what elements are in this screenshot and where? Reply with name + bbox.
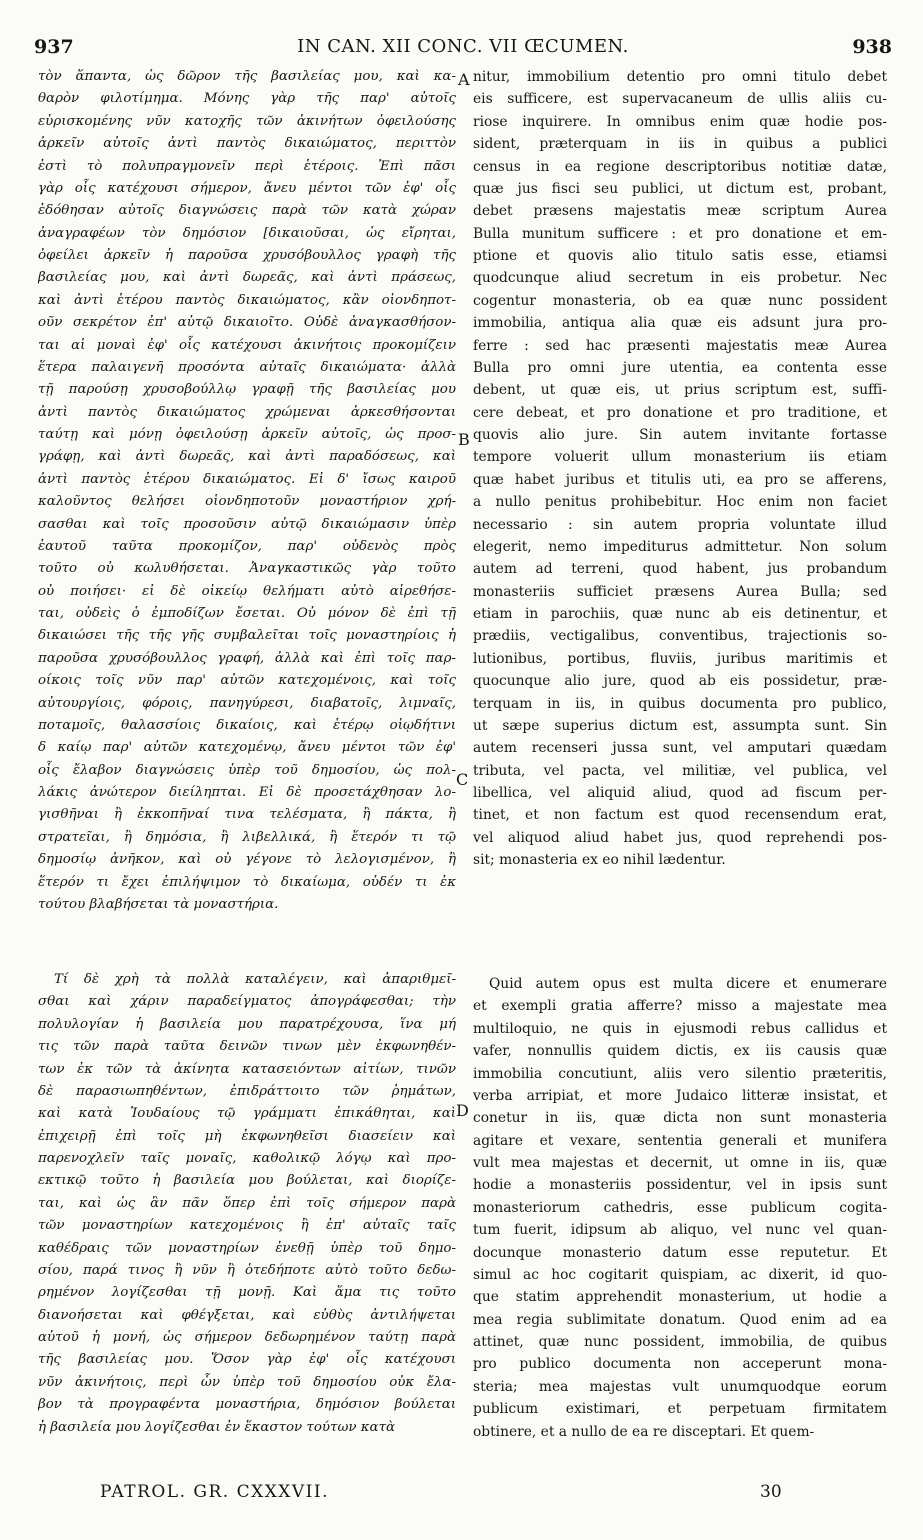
text-line: δ καίῳ παρ' αὐτῶν κατεχομένῳ, ἄνευ μέντοι τῶν ἐφ'	[38, 740, 456, 756]
text-line: immobilia concutiunt, aliis vero silentio præteritis,	[473, 1065, 887, 1082]
text-line: mea regia sublimitate donatum. Quod enim ad ea	[473, 1311, 887, 1328]
text-line: nitur, immobilium detentio pro omni titulo debet	[473, 69, 887, 85]
text-line: census in ea regione descriptoribus notitiæ datæ,	[473, 158, 887, 175]
text-line: sit; monasteria ex eo nihil lædentur.	[473, 852, 726, 869]
text-line: ται, οὐδεὶς ὁ ἐμποδίζων ἔσεται. Οὐ μόνον δὲ ἐπὶ τῇ	[38, 606, 456, 621]
text-line: σασθαι καὶ τοῖς προσοῦσιν αὐτῷ δικαιώμασιν ὑπὲρ	[38, 516, 456, 532]
text-line: debet præsens majestatis meæ scriptum Aurea	[473, 203, 887, 220]
text-line: vel aliquod aliud habet jus, quod reprehendi pos-	[473, 829, 887, 846]
text-line: ἐστὶ τὸ πολυπραγμονεῖν περὶ ἑτέροις. Ἐπὶ πᾶσι	[38, 158, 456, 174]
text-line: simul ac hoc cogitarit quispiam, ac dixerit, id quo-	[473, 1266, 887, 1283]
text-line: immobilia, antiqua alia quæ eis adsunt jura pro-	[473, 315, 887, 332]
text-line: conetur in iis, quæ dicta non sunt monasteria	[473, 1110, 887, 1127]
text-line: τοῦτο οὐ κωλυθήσεται. Ἀναγκαστικῶς γὰρ τοῦτο	[38, 561, 456, 577]
text-line: ἕτερόν τι ἔχει ἐπιλήψιμον τὸ δικαίωμα, οὐδέν τι ἐκ	[38, 874, 456, 890]
text-line: autem recenseri jussa sunt, vel amputari quædam	[473, 740, 887, 757]
text-line: ἀναγραφέων τὸν δημόσιον [δικαιοῦσαι, ὡς εἴρηται,	[38, 225, 456, 241]
text-line: debent, ut quæ eis, ut prius scriptum est, suffi-	[473, 382, 887, 399]
text-line: multiloquio, ne quis in ejusmodi rebus callidus et	[473, 1020, 887, 1037]
text-line: quodcunque aliud secretum in eis probetur. Nec	[473, 270, 887, 287]
text-line: δημοσίῳ ἀνῆκον, καὶ οὐ γέγονε τὸ λελογισμένον, ἢ	[38, 852, 456, 868]
text-line: παροῦσα χρυσόβουλλος γραφή, ἀλλὰ καὶ ἐπὶ τοῖς παρ-	[38, 650, 456, 666]
page-footer	[0, 1482, 923, 1506]
margin-letter-c: C	[456, 770, 469, 789]
text-line: σίου, παρά τινος ἢ νῦν ἢ ὁτεδήποτε αὐτὸ τοῦτο δεδω-	[38, 1262, 456, 1278]
text-line: quocunque alio jure, quod ab eis possidetur, præ-	[473, 673, 887, 690]
text-line: ἕτερα παλαιγενῆ προσόντα αὐταῖς δικαιώματα· ἀλλὰ	[38, 359, 456, 375]
text-line: ἐπιχειρῇ ἐπὶ τοῖς μὴ ἐκφωνηθεῖσι διασείειν καὶ	[38, 1128, 456, 1144]
text-line: a nullo penitus prohibebitur. Hoc enim non faciet	[473, 494, 887, 511]
text-line: οίκοις τοῖς νῦν παρ' αὐτῶν κατεχομένοις, καὶ τοῖς	[38, 673, 456, 689]
text-line: ἀντὶ παντὸς δικαιώματος χρώμεναι ἀρκεσθήσονται	[38, 404, 456, 420]
text-line: hodie a monasteriis possidentur, vel in ipsis sunt	[473, 1177, 887, 1194]
text-line: ἀρκεῖν αὐτοῖς ἀντὶ παντὸς δικαιώματος, περιττὸν	[38, 136, 456, 152]
text-line: οῦν σεκρέτον ἐπ' αὐτῷ δικαιοῖτο. Οὐδὲ ἀναγκασθήσον-	[38, 315, 456, 331]
text-line: tinet, et non factum est quod recensendum erat,	[473, 807, 887, 824]
text-line: αὐτοῦ ἡ μονή, ὡς σήμερον δεδωρημένον ταύτῃ παρὰ	[38, 1330, 456, 1345]
text-line: quæ habet juribus et titulis uti, ea pro se afferens,	[473, 471, 887, 488]
margin-letter-d: D	[456, 1101, 469, 1120]
text-line: elegerit, nemo impediturus admittetur. Non solum	[473, 538, 887, 555]
text-line: necessario : sin autem propria voluntate illud	[473, 516, 887, 533]
text-line: verba arripiat, et more Judaico litteræ insistat, et	[473, 1087, 887, 1104]
text-line: γὰρ οἷς κατέχουσι σήμερον, ἄνευ μέντοι τῶν ἐφ' οἷς	[38, 180, 456, 196]
text-line: ται, καὶ ὡς ἂν πᾶν ὅπερ ἐπὶ τοῖς σήμερον παρὰ	[38, 1195, 456, 1211]
text-line: monasteriorum cathedris, esse publicum cogita-	[473, 1199, 887, 1216]
sheet-signature: 30	[760, 1482, 782, 1502]
text-line: διανοήσεται καὶ φθέγξεται, καὶ εὐθὺς ἀντιλήψεται	[38, 1307, 456, 1323]
text-line: riose inquirere. In omnibus enim quæ hodie pos-	[473, 113, 887, 130]
text-line: βασιλείας μου, καὶ ἀντὶ δωρεᾶς, καὶ ἀντὶ πράσεως,	[38, 270, 456, 286]
text-line: λάκις ἀνώτερον διείληπται. Εἰ δὲ προσετάχθησαν λο-	[38, 785, 456, 800]
text-line: libellica, vel aliquid aliud, quod ad fiscum per-	[473, 785, 887, 801]
text-line: docunque monasterio datum esse reputetur. Et	[473, 1244, 887, 1261]
text-line: δὲ παρασιωπηθέντων, ἐπιδράττοιτο τῶν ῥημάτων,	[38, 1083, 456, 1099]
text-line: etiam in parochiis, quæ nunc ab eis detinentur, et	[473, 606, 887, 622]
text-line: monasteriis sufficiet præsens Aurea Bulla; sed	[473, 583, 887, 600]
text-line: βον τὰ προγραφέντα μοναστήρια, δημόσιον βούλεται	[38, 1397, 456, 1413]
text-line: ptione et quovis alio titulo satis esse, etiamsi	[473, 248, 887, 264]
text-line: eis sufficere, est supervacaneum de ullis aliis cu-	[473, 91, 887, 108]
text-line: sident, præterquam in iis in quibus a publici	[473, 136, 887, 153]
text-line: tributa, vel pacta, vel militiæ, vel publica, vel	[473, 762, 887, 779]
page-number-left: 937	[34, 36, 74, 58]
latin-column-bottom	[473, 973, 887, 1443]
margin-letter-a: A	[458, 70, 470, 89]
text-line: agitare et vexare, sententia generali et munifera	[473, 1132, 887, 1149]
text-line: δικαιώσει τῆς τῆς γῆς συμβαλεῖται τοῖς μοναστηρίοις ἡ	[38, 628, 456, 644]
text-line: καὶ ἀντὶ ἑτέρου παντὸς δικαιώματος, κἂν οἱονδηποτ-	[38, 292, 456, 308]
running-title: IN CAN. XII CONC. VII ŒCUMEN.	[297, 36, 629, 57]
text-line: terquam in iis, in quibus documenta pro publico,	[473, 695, 887, 712]
text-line: εὑρισκομένης νῦν κατοχῆς τῶν ἀκινήτων ὀφειλούσης	[38, 113, 456, 129]
text-line: τὸν ἅπαντα, ὡς δῶρον τῆς βασιλείας μου, καὶ κα-	[38, 69, 456, 84]
text-line: ταύτῃ καὶ μόνῃ ὀφειλούσῃ ἀρκεῖν αὐτοῖς, ὡς προσ-	[38, 427, 456, 442]
text-line: αὐτουργίοις, φόροις, πανηγύρεσι, διαβατοῖς, λιμναῖς,	[38, 695, 456, 711]
text-line: τῇ παρούσῃ χρυσοβούλλῳ γραφῇ τῆς βασιλείας μου	[38, 382, 456, 398]
text-line: καθέδραις τῶν μοναστηρίων ἐνεθῇ ὑπὲρ τοῦ δημο-	[38, 1240, 456, 1256]
text-line: ἐδόθησαν αὐτοῖς διαγνώσεις παρὰ τῶν κατὰ χώραν	[38, 203, 456, 219]
latin-column-top	[473, 66, 887, 872]
text-line: στρατεῖαι, ἢ δημόσια, ἢ λιβελλικά, ἢ ἕτερόν τι τῷ	[38, 829, 456, 845]
text-line: οὐ ποιήσει· εἰ δὲ οἰκείῳ θελήματι αὐτὸ αἱρεθήσε-	[38, 583, 456, 599]
text-line: Τί δὲ χρὴ τὰ πολλὰ καταλέγειν, καὶ ἀπαριθμεῖ-	[54, 972, 456, 987]
text-line: attinet, quæ nunc possident, immobilia, de quibus	[473, 1334, 887, 1350]
text-line: tempore voluerit ullum monasterium iis etiam	[473, 449, 887, 466]
text-line: cere debeat, et pro donatione et pro traditione, et	[473, 404, 887, 421]
text-line: των ἐκ τῶν τὰ ἀκίνητα κατασειόντων αἰτίων, τινῶν	[38, 1061, 456, 1077]
text-line: ferre : sed hac præsenti majestatis meæ Aurea	[473, 337, 887, 354]
text-line: νῦν ἀκινήτοις, περὶ ὧν ὑπὲρ τοῦ δημοσίου οὐκ ἔλα-	[38, 1374, 456, 1390]
text-line: Quid autem opus est multa dicere et enumerare	[489, 976, 887, 992]
text-line: ut sæpe superius dictum est, assumpta sunt. Sin	[473, 717, 887, 734]
text-line: Bulla pro omni jure utentia, ea contenta esse	[473, 359, 887, 376]
text-line: steria; mea majestas vult unumquodque eorum	[473, 1378, 887, 1395]
text-line: θαρὸν φιλοτίμημα. Μόνης γὰρ τῆς παρ' αὐτοῖς	[38, 91, 456, 107]
text-line: καλοῦντος θελήσει οἱονδηποτοῦν μοναστήριον χρή-	[38, 494, 456, 510]
text-line: obtinere, et a nullo de ea re disceptari. Et quem-	[473, 1423, 815, 1440]
page-number-right: 938	[852, 36, 892, 58]
text-line: τις τῶν παρὰ ταῦτα δεινῶν τινων μὲν ἐκφωνηθέν-	[38, 1039, 456, 1055]
text-line: τῶν μοναστηρίων κατεχομένοις ἢ ἐπ' αὐταῖς ταῖς	[38, 1218, 456, 1234]
text-line: cogentur monasteria, ob ea quæ nunc possident	[473, 292, 887, 309]
text-line: pro publico documenta non acceperunt mona-	[473, 1356, 887, 1373]
text-line: vafer, nonnullis quidem dictis, ex iis causis quæ	[473, 1043, 887, 1060]
text-line: quæ jus fisci seu publici, ut dictum est, probant,	[473, 180, 887, 197]
greek-column-bottom	[38, 969, 456, 1439]
text-line: ρημένον λογίζεσθαι τῇ μονῇ. Καὶ ἅμα τις τοῦτο	[38, 1285, 456, 1301]
text-line: τούτου βλαβήσεται τὰ μοναστήρια.	[38, 896, 279, 912]
text-line: τῆς βασιλείας μου. Ὅσον γὰρ ἐφ' οἷς κατέχουσι	[38, 1352, 456, 1368]
text-line: ἀντὶ παντὸς ἑτέρου δικαιώματος. Εἰ δ' ἴσως καιροῦ	[38, 471, 456, 487]
text-line: πολυλογίαν ἡ βασιλεία μου παρατρέχουσα, ἵνα μή	[38, 1016, 456, 1032]
text-line: γράφῃ, καὶ ἀντὶ δωρεᾶς, καὶ ἀντὶ παραδόσεως, καὶ	[38, 449, 456, 465]
text-line: γισθῆναι ἢ ἐκκοπῆναί τινα τελέσματα, ἢ πάκτα, ἢ	[38, 807, 456, 823]
text-line: prædiis, vectigalibus, conventibus, trajectionis so-	[473, 628, 887, 645]
text-line: ποταμοῖς, θαλασσίοις δικαίοις, καὶ ἑτέρῳ οἱῳδήτινι	[38, 717, 456, 733]
text-line: καὶ κατὰ Ἰουδαίους τῷ γράμματι ἐπικάθηται, καὶ	[38, 1106, 456, 1122]
text-line: lutionibus, portibus, fluviis, juribus maritimis et	[473, 650, 887, 667]
text-line: ται αἱ μοναὶ ἐφ' οἷς κατέχουσι ἀκινήτοις προκομίζειν	[38, 337, 456, 353]
text-line: παρενοχλεῖν ταῖς μοναῖς, καθολικῷ λόγῳ καὶ προ-	[38, 1151, 456, 1166]
greek-column-top	[38, 66, 456, 916]
text-line: tum fuerit, idipsum ab aliquo, vel nunc vel quan-	[473, 1222, 887, 1239]
text-line: publicum existimari, et perpetuam firmitatem	[473, 1401, 887, 1418]
text-line: οἷς ἔλαβον διαγνώσεις ὑπὲρ τοῦ δημοσίου, ὡς πολ-	[38, 762, 456, 778]
text-line: et exempli gratia afferre? misso a majestate mea	[473, 998, 887, 1015]
text-line: Bulla munitum sufficere : et pro donatione et em-	[473, 225, 887, 242]
running-header	[34, 36, 892, 66]
text-line: autem ad terreni, quod habent, jus probandum	[473, 561, 887, 578]
series-signature: PATROL. GR. CXXXVII.	[100, 1482, 330, 1502]
text-line: σθαι καὶ χάριν παραδείγματος ἀπογράφεσθαι; τὴν	[38, 994, 456, 1010]
margin-letter-b: B	[458, 430, 470, 449]
text-line: quovis alio jure. Sin autem invitante fortasse	[473, 427, 887, 443]
text-line: ἡ βασιλεία μου λογίζεσθαι ἐν ἕκαστον τούτων κατὰ	[38, 1419, 396, 1435]
text-line: vult mea majestas et decernit, ut omne in iis, quæ	[473, 1155, 887, 1171]
text-line: ἑαυτοῦ ταῦτα προκομίζον, παρ' οὐδενὸς πρὸς	[38, 538, 456, 554]
text-line: εκτικῷ τοῦτο ἡ βασιλεία μου βούλεται, καὶ διορίζε-	[38, 1173, 456, 1189]
text-line: que statim apprehendit monasterium, ut hodie a	[473, 1289, 887, 1306]
text-line: ὀφείλει ἀρκεῖν ἡ παροῦσα χρυσόβουλλος γραφὴ τῆς	[38, 248, 456, 263]
